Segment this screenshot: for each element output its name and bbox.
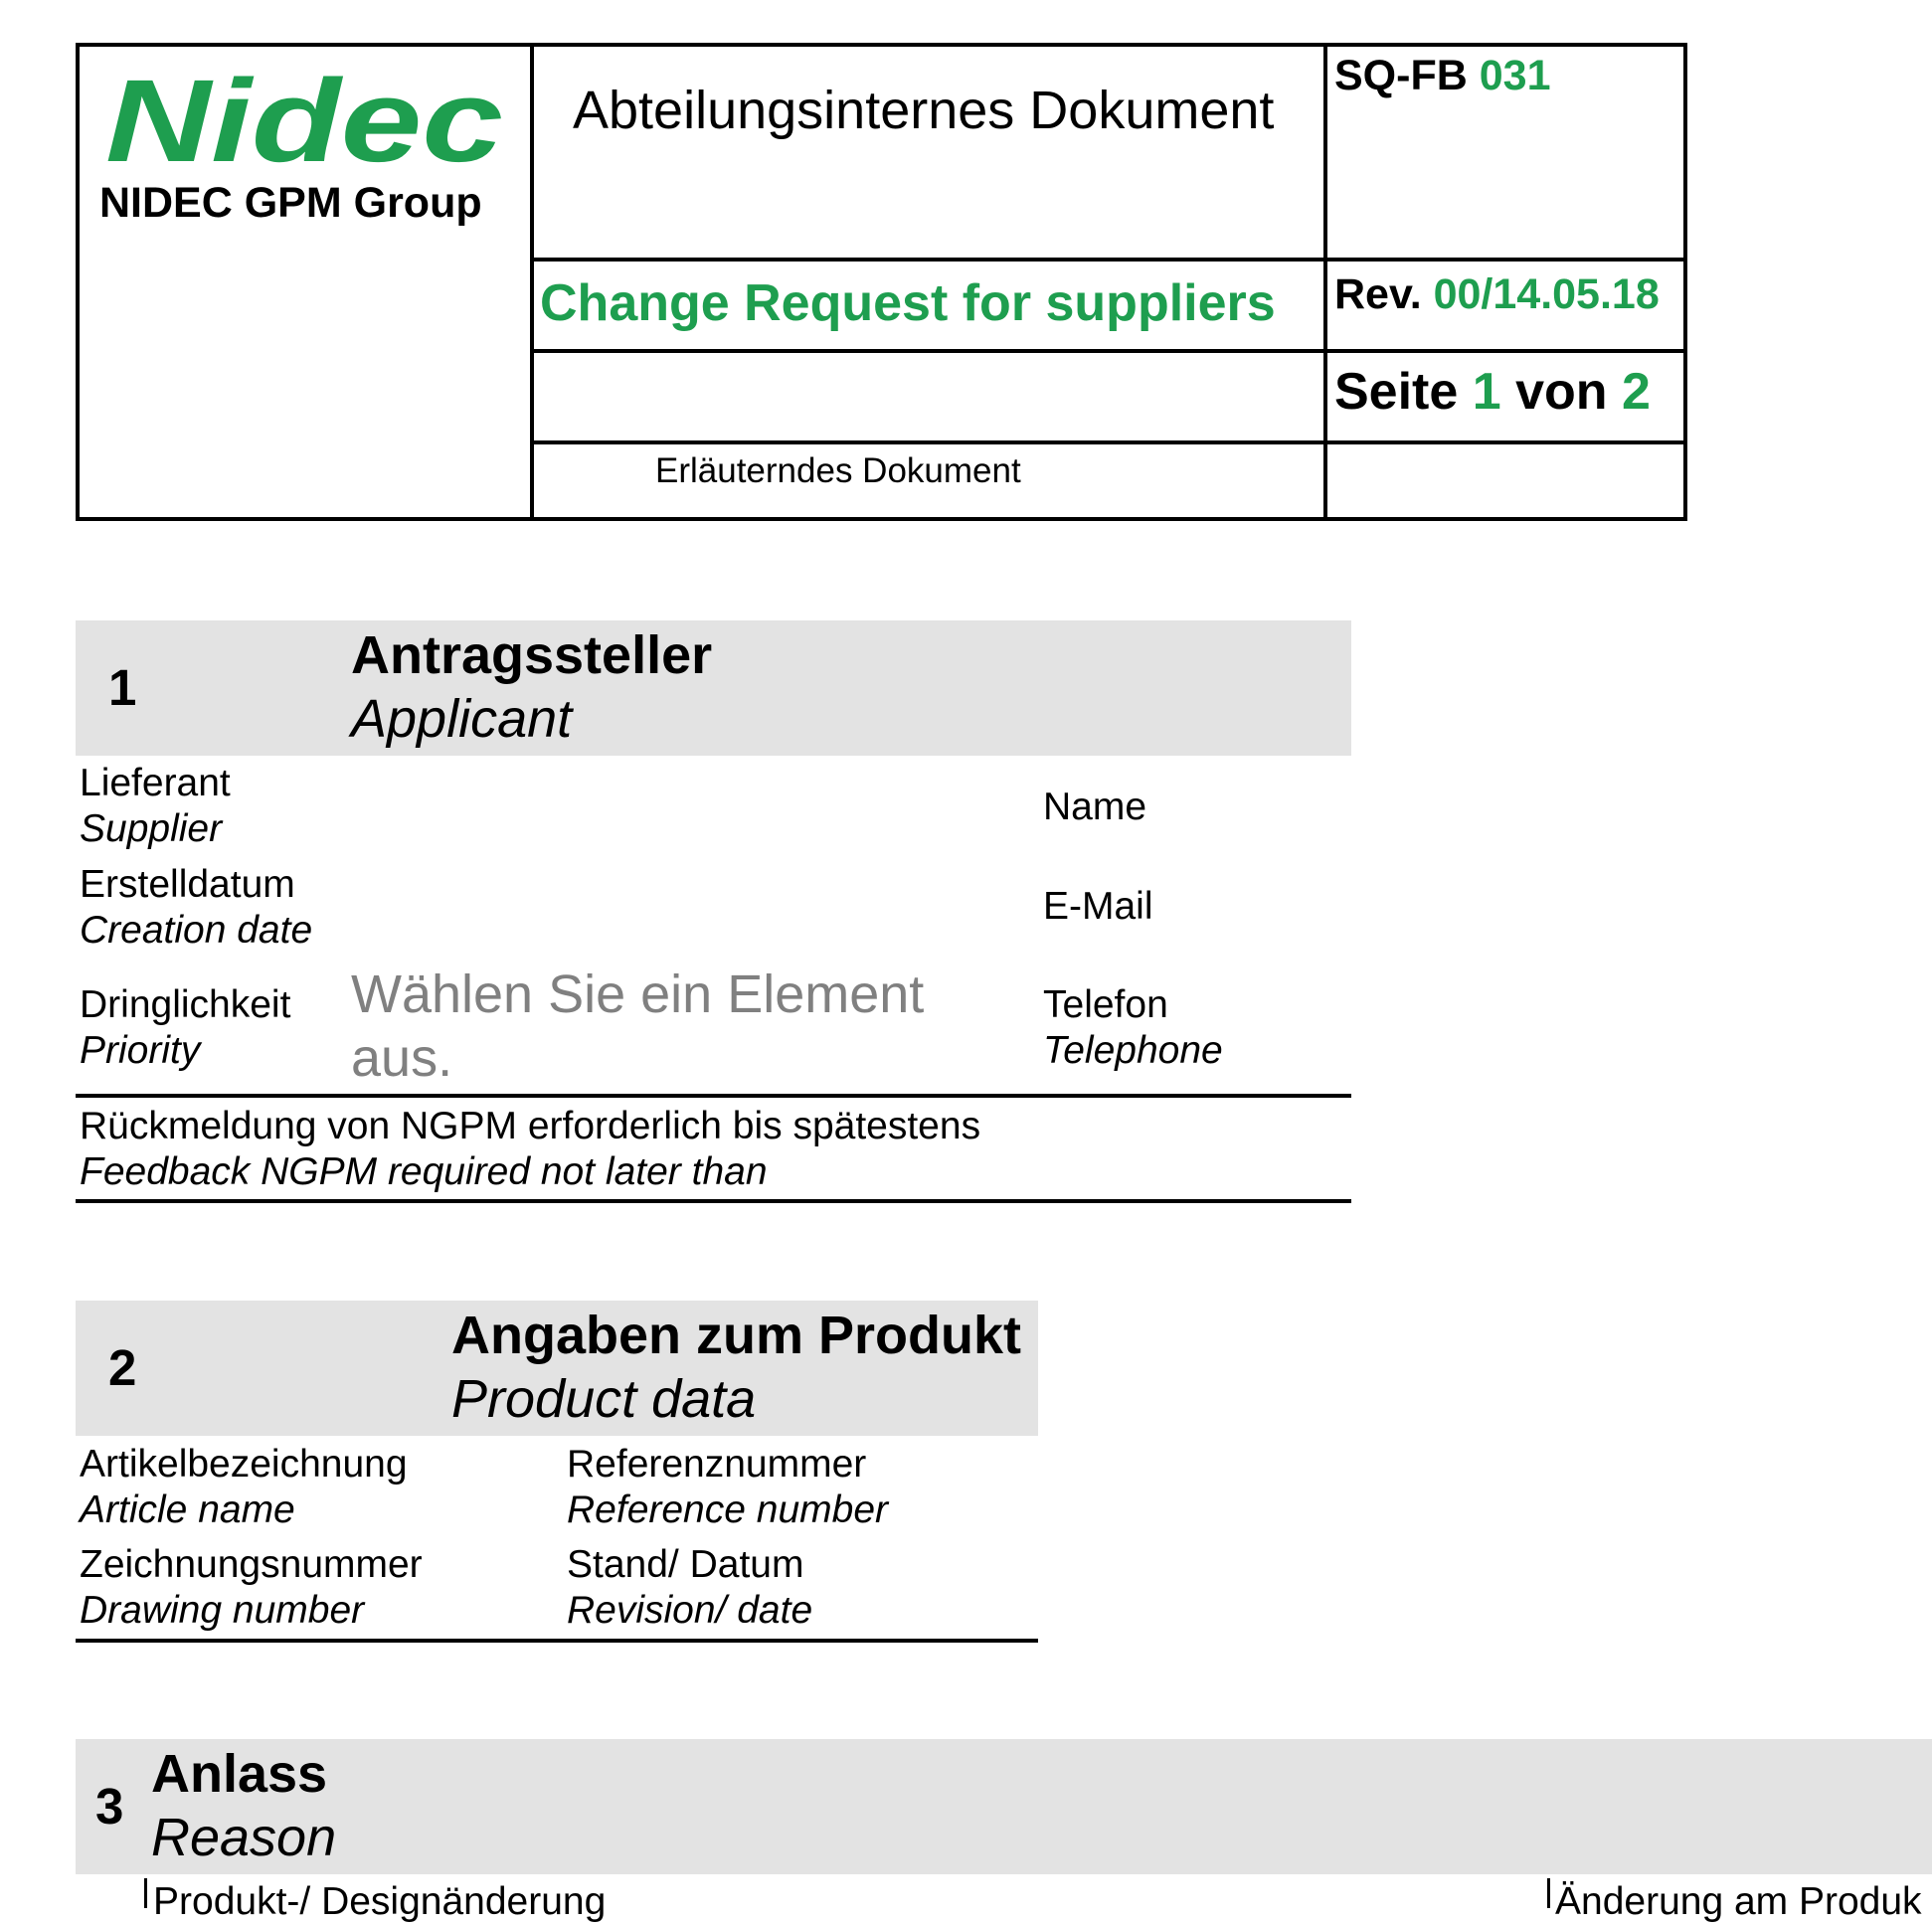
- group-name: NIDEC GPM Group: [99, 179, 482, 227]
- reference-label-de: Referenznummer: [567, 1443, 867, 1486]
- reference-label-en: Reference number: [567, 1488, 889, 1531]
- divider: [76, 1094, 1351, 1098]
- phone-label-de: Telefon: [1043, 983, 1168, 1026]
- email-label: E-Mail: [1043, 885, 1153, 928]
- revision-label-en: Revision/ date: [567, 1589, 813, 1632]
- page-total: 2: [1622, 363, 1651, 421]
- supplier-label-de: Lieferant: [80, 762, 231, 804]
- divider: [76, 1639, 1038, 1643]
- priority-placeholder-line1: Wählen Sie ein Element: [351, 964, 925, 1024]
- nidec-logo: [99, 60, 509, 174]
- priority-label-en: Priority: [80, 1029, 201, 1072]
- divider: [76, 1199, 1351, 1203]
- section-number: 1: [108, 659, 137, 716]
- priority-label-de: Dringlichkeit: [80, 983, 291, 1026]
- priority-dropdown[interactable]: [351, 962, 924, 1090]
- section-3-header: [76, 1739, 1932, 1874]
- page-label: Seite: [1334, 363, 1459, 421]
- rev-value: 00/14.05.18: [1433, 270, 1660, 318]
- form-code-number: 031: [1479, 52, 1551, 99]
- article-label-en: Article name: [80, 1488, 295, 1531]
- name-label: Name: [1043, 786, 1147, 828]
- section-title-de: Anlass: [151, 1744, 328, 1804]
- reason-option-product-change[interactable]: Änderung am Produk: [1555, 1880, 1922, 1923]
- page-indicator: [1334, 362, 1651, 422]
- logo-wordmark: Nidec: [105, 60, 503, 174]
- page-current: 1: [1472, 363, 1501, 421]
- rev-label: Rev.: [1334, 270, 1422, 318]
- section-number: 2: [108, 1339, 137, 1396]
- section-title-de: Antragssteller: [351, 625, 713, 685]
- section-1-header: [76, 620, 1351, 756]
- document-title: Change Request for suppliers: [540, 274, 1276, 332]
- page-of: von: [1515, 363, 1608, 421]
- checkbox-edge: [1547, 1878, 1550, 1908]
- form-code: [1334, 52, 1550, 100]
- creation-date-label-de: Erstelldatum: [80, 863, 295, 906]
- feedback-label-de: Rückmeldung von NGPM erforderlich bis spätestens: [80, 1105, 981, 1147]
- section-title-en: Product data: [451, 1369, 757, 1429]
- checkbox-edge: [144, 1878, 147, 1908]
- section-title-de: Angaben zum Produkt: [451, 1306, 1022, 1365]
- header-divider: [530, 43, 534, 521]
- section-title-en: Reason: [151, 1808, 337, 1867]
- explanatory-document: Erläuterndes Dokument: [655, 451, 1021, 490]
- revision: [1334, 270, 1660, 319]
- priority-placeholder-line2: aus.: [351, 1028, 453, 1088]
- drawing-label-en: Drawing number: [80, 1589, 365, 1632]
- article-label-de: Artikelbezeichnung: [80, 1443, 408, 1486]
- form-code-prefix: SQ-FB: [1334, 52, 1468, 99]
- header-divider: [530, 258, 1687, 262]
- supplier-label-en: Supplier: [80, 807, 223, 850]
- header-divider: [530, 440, 1687, 444]
- phone-label-en: Telephone: [1043, 1029, 1223, 1072]
- section-title-en: Applicant: [351, 689, 573, 749]
- revision-label-de: Stand/ Datum: [567, 1543, 804, 1586]
- section-number: 3: [95, 1778, 124, 1835]
- header-divider: [530, 349, 1687, 353]
- drawing-label-de: Zeichnungsnummer: [80, 1543, 423, 1586]
- creation-date-label-en: Creation date: [80, 909, 313, 952]
- reason-option-product-design-change[interactable]: Produkt-/ Designänderung: [153, 1880, 607, 1923]
- doc-type: Abteilungsinternes Dokument: [573, 81, 1275, 140]
- feedback-label-en: Feedback NGPM required not later than: [80, 1150, 768, 1193]
- header-divider: [1323, 43, 1327, 521]
